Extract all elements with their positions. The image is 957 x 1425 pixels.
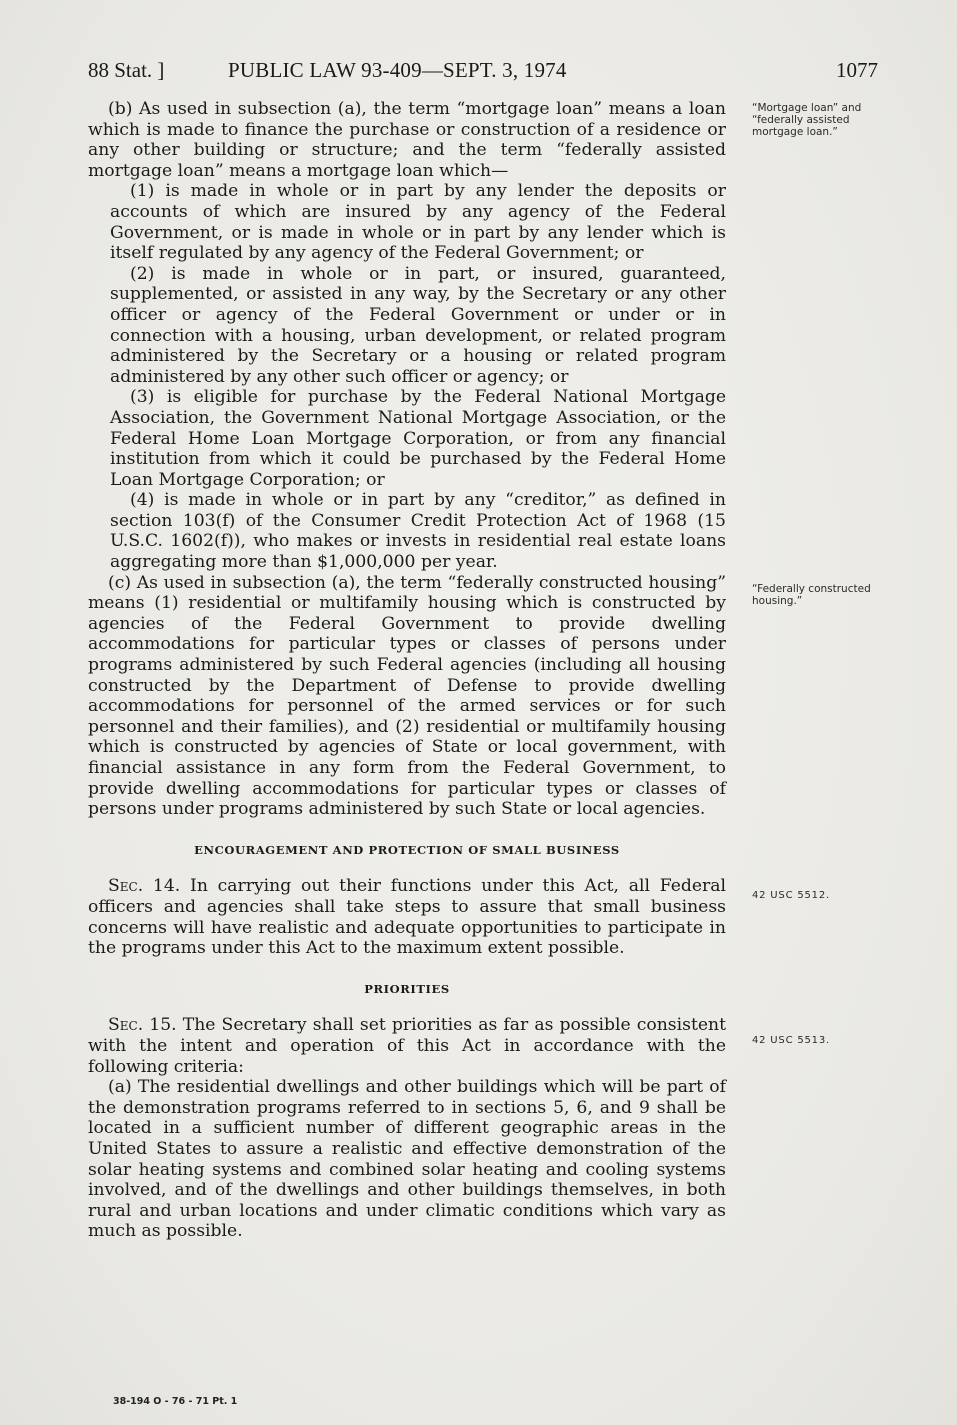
section-14 — [88, 876, 726, 958]
heading-priorities: PRIORITIES — [364, 981, 450, 996]
margin-note-mortgage-loan: “Mortgage loan” and “federally assisted mortgage loan.” — [752, 102, 862, 138]
clause-4: (4) is made in whole or in part by any “creditor,” as defined in section 103(f) of the Consumer Credit Protection Act of 1968 (15 U.S.C. 1602(f)), who makes or invests in residential real estate loans aggregating more than $1,000,000 per year. — [110, 490, 726, 573]
clause-1: (1) is made in whole or in part by any lender the deposits or accounts of which are insured by any agency of the Federal Government, or is made in whole or in part by any lender which is itself regulated by any agency of the Federal Government; or — [110, 181, 726, 264]
clause-3: (3) is eligible for purchase by the Federal National Mortgage Association, the Government National Mortgage Association, or the Federal Home Loan Mortgage Corporation, or from any financial institution from which it could be purchased by the Federal Home Loan Mortgage Corporation; or — [110, 387, 726, 490]
statute-volume: 88 Stat. ] — [88, 58, 165, 82]
section-14-text: In carrying out their functions under this Act, all Federal officers and agencies shall take steps to assure that small business concerns will have realistic and adequate opportunities to participate in the programs under this Act to the maximum extent possible. — [88, 876, 726, 959]
running-title: PUBLIC LAW 93-409—SEPT. 3, 1974 — [228, 58, 567, 82]
section-15-label: Sec. 15. — [108, 1015, 177, 1036]
section-15 — [88, 1015, 726, 1077]
margin-note-federally-constructed: “Federally constructed housing.” — [752, 583, 871, 607]
margin-note-usc-5513: 42 USC 5513. — [752, 1035, 830, 1046]
section-14-label: Sec. 14. — [108, 876, 181, 897]
section-15-clause-a: (a) The residential dwellings and other buildings which will be part of the demonstration programs referred to in sections 5, 6, and 9 shall be located in a sufficient number of different geographic areas in the United States to assure a realistic and effective demonstration of the solar heating systems and combined solar heating and cooling systems involved, and of the dwellings and other buildings themselves, in both rural and urban locations and under climatic conditions which vary as much as possible. — [88, 1077, 726, 1242]
paragraph-c: (c) As used in subsection (a), the term “federally constructed housing” means (1) residential or multifamily housing which is constructed by agencies of the Federal Government to provide dwelling accommodations for particular types or classes of persons under programs administered by such Federal agencies (including all housing constructed by the Department of Defense to provide dwelling accommodations for personnel of the armed services or for such personnel and their families), and (2) residential or multifamily housing which is constructed by agencies of State or local government, with financial assistance in any form from the Federal Government, to provide dwelling accommodations for particular types or classes of persons under programs administered by such State or local agencies. — [88, 572, 726, 820]
margin-note-usc-5512: 42 USC 5512. — [752, 890, 830, 901]
paragraph-b: (b) As used in subsection (a), the term “mortgage loan” means a loan which is made to finance the purchase or construction of a residence or any other building or structure; and the term “federally assisted mortgage loan” means a mortgage loan which— — [88, 99, 726, 181]
print-code: 38-194 O - 76 - 71 Pt. 1 — [113, 1396, 238, 1407]
clause-2: (2) is made in whole or in part, or insured, guaranteed, supplemented, or assisted in any way, by the Secretary or any other officer or agency of the Federal Government or under or in connection with a housing, urban development, or related program administered by the Secretary or a housing or related program administered by any other such officer or agency; or — [110, 263, 726, 387]
page-number: 1077 — [836, 58, 878, 82]
main-text — [88, 99, 726, 1242]
heading-small-business: ENCOURAGEMENT AND PROTECTION OF SMALL BUSINESS — [194, 842, 620, 857]
section-15-text: The Secretary shall set priorities as far as possible consistent with the intent and operation of this Act in accordance with the following criteria: — [88, 1015, 726, 1077]
